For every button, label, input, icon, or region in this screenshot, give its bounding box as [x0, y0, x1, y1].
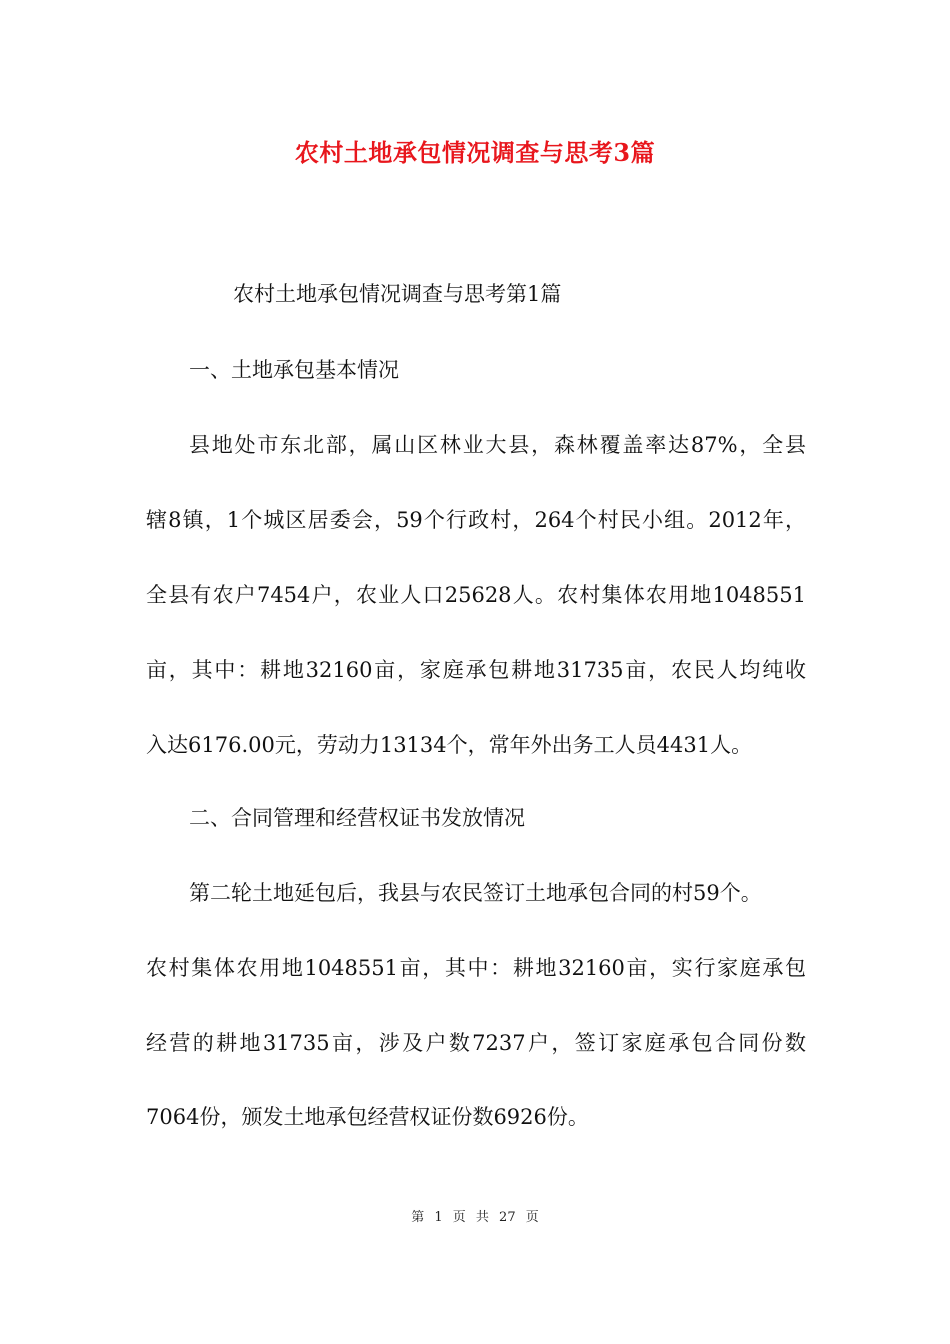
paragraph-line: 经营的耕地31735亩，涉及户数7237户，签订家庭承包合同份数: [146, 1031, 806, 1055]
paragraph-line: 第二轮土地延包后，我县与农民签订土地承包合同的村59个。: [189, 881, 762, 905]
document-title: 农村土地承包情况调查与思考3篇: [294, 138, 656, 167]
paragraph-line: 辖8镇，1个城区居委会，59个行政村，264个村民小组。2012年，: [146, 508, 806, 532]
paragraph-line: 7064份，颁发土地承包经营权证份数6926份。: [146, 1105, 589, 1129]
paragraph-line: 农村集体农用地1048551亩，其中：耕地32160亩，实行家庭承包: [146, 956, 806, 980]
section-heading-2: 二、合同管理和经营权证书发放情况: [189, 806, 525, 830]
paragraph-line: 县地处市东北部，属山区林业大县，森林覆盖率达87%，全县: [189, 433, 806, 457]
article-subtitle: 农村土地承包情况调查与思考第1篇: [233, 282, 562, 306]
section-heading-1: 一、土地承包基本情况: [189, 358, 399, 382]
paragraph-line: 亩，其中：耕地32160亩，家庭承包耕地31735亩，农民人均纯收: [146, 658, 806, 682]
paragraph-line: 入达6176.00元，劳动力13134个，常年外出务工人员4431人。: [146, 733, 753, 757]
page-number-footer: 第 1 页 共 27 页: [411, 1210, 539, 1225]
paragraph-line: 全县有农户7454户，农业人口25628人。农村集体农用地1048551: [146, 583, 806, 607]
